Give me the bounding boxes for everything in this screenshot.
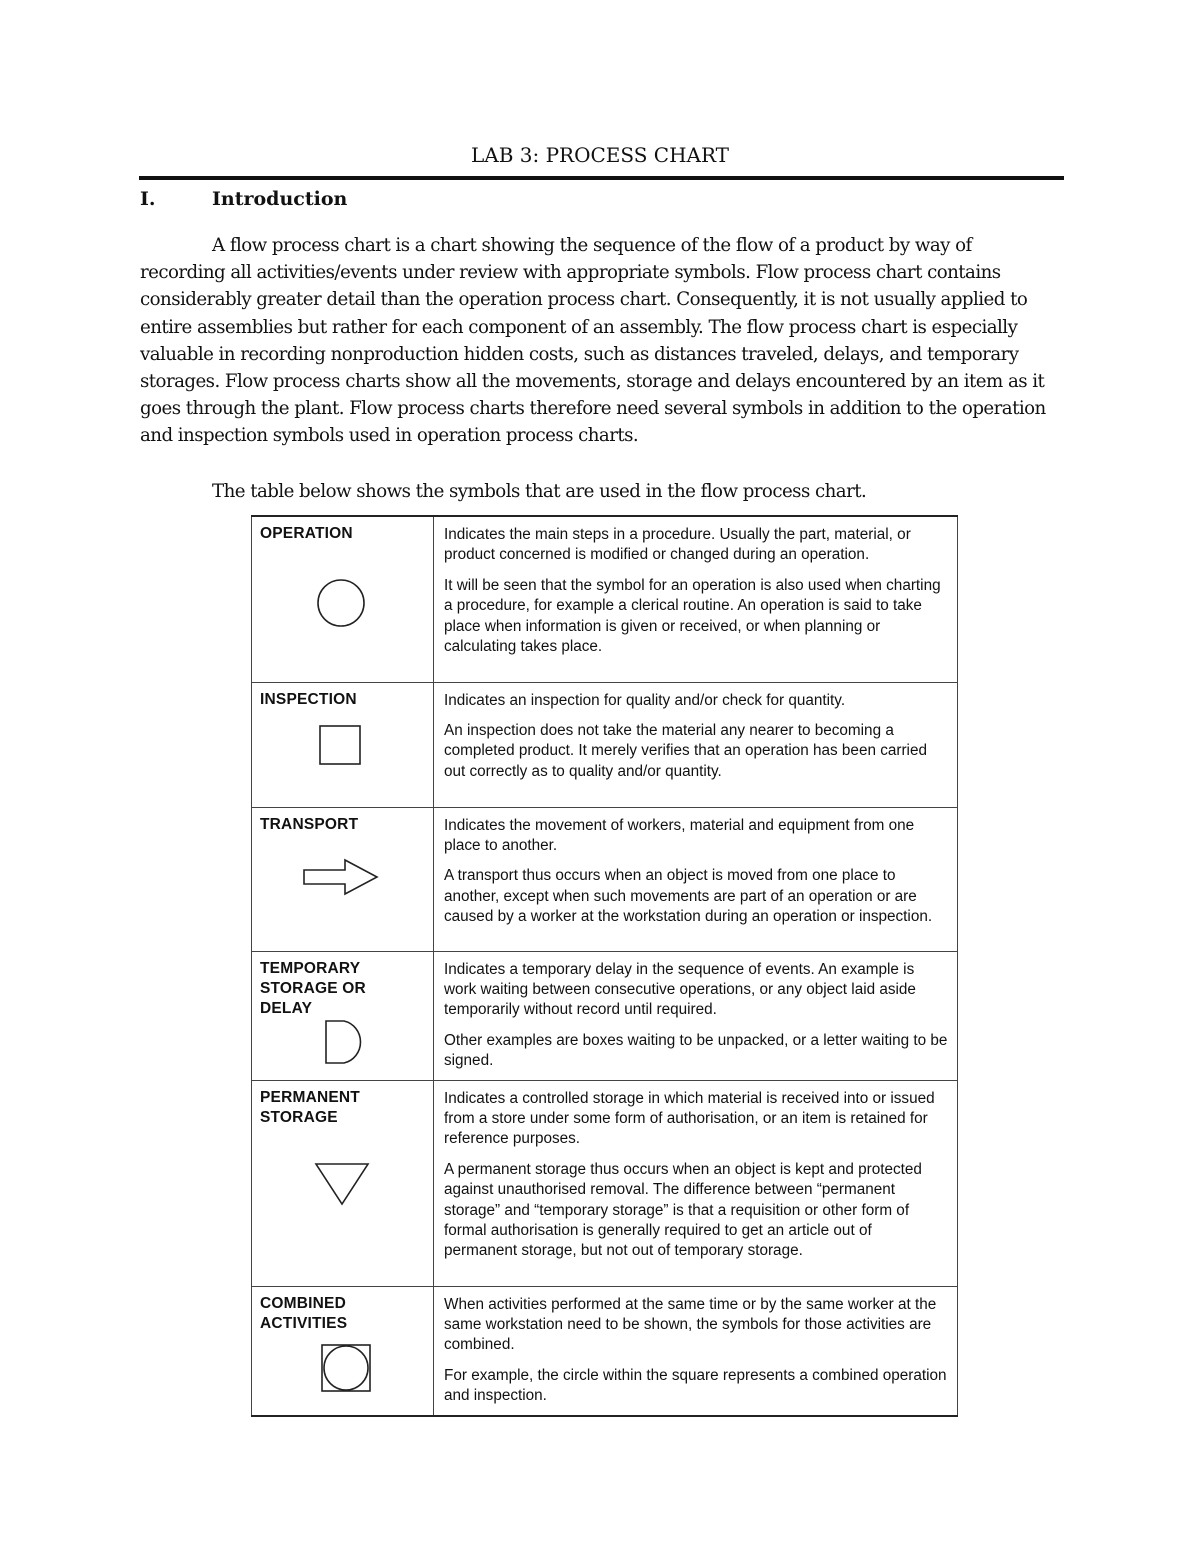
table-lead-text: The table below shows the symbols that are used in the flow process chart. xyxy=(212,481,867,502)
description-text: A transport thus occurs when an object is moved from one place to another, except when such movements are part of an operation or are caused by a worker at the workstation during an operation or inspection. xyxy=(444,867,933,926)
table-row xyxy=(252,951,958,1080)
table-row xyxy=(252,1080,958,1286)
table-row xyxy=(252,682,958,807)
description-text: When activities performed at the same time or by the same worker at the same workstation need to be shown, the symbols for those activities are combined. xyxy=(444,1295,937,1354)
symbol-cell xyxy=(252,682,434,807)
circle-icon xyxy=(316,578,366,628)
arrow-icon xyxy=(303,859,379,895)
description-text: Other examples are boxes waiting to be unpacked, or a letter waiting to be signed. xyxy=(444,1031,948,1070)
symbol-name: PERMANENT STORAGE xyxy=(260,1088,360,1126)
description-text: Indicates a controlled storage in which material is received into or issued from a store under some form of authorisation, or an item is retained for reference purposes. xyxy=(444,1089,935,1148)
d-shape-icon xyxy=(324,1019,368,1065)
description-text: It will be seen that the symbol for an operation is also used when charting a procedure, for example a clerical routine. An operation is said to take place when information is given or received, or when planning or calculating takes place. xyxy=(444,576,941,656)
description-cell xyxy=(434,1080,958,1286)
description-text: Indicates the main steps in a procedure. Usually the part, material, or product concerned is modified or changed during an operation. xyxy=(444,526,911,564)
table-row xyxy=(252,807,958,951)
symbol-name: TRANSPORT xyxy=(260,815,359,833)
description-cell xyxy=(434,951,958,1080)
intro-first-word: A xyxy=(212,235,225,256)
description-cell xyxy=(434,1286,958,1416)
symbol-name: COMBINED ACTIVITIES xyxy=(260,1294,348,1332)
symbol-cell xyxy=(252,951,434,1080)
square-icon xyxy=(319,725,361,765)
symbol-name: OPERATION xyxy=(260,525,353,542)
description-text: Indicates an inspection for quality and/or check for quantity. xyxy=(444,691,846,709)
description-cell xyxy=(434,682,958,807)
section-number: I. xyxy=(140,188,156,210)
symbol-cell xyxy=(252,1286,434,1416)
symbol-cell xyxy=(252,516,434,682)
description-cell xyxy=(434,807,958,951)
inverted-triangle-icon xyxy=(314,1162,370,1206)
description-text: Indicates the movement of workers, material and equipment from one place to another. xyxy=(444,816,915,854)
page-title: LAB 3: PROCESS CHART xyxy=(470,143,730,167)
title-rule xyxy=(139,176,1064,180)
table-row xyxy=(252,516,958,682)
description-text: A permanent storage thus occurs when an object is kept and protected against unauthorised removal. The difference between “permanent storage” and “temporary storage” is that a requisition or other form of formal authorisation is generally required to get an article out of permanent storage, but not out of temporary storage. xyxy=(444,1160,922,1260)
description-text: For example, the circle within the square represents a combined operation and inspection. xyxy=(444,1366,947,1405)
symbol-name: INSPECTION xyxy=(260,690,357,708)
description-cell xyxy=(434,516,958,682)
symbols-table xyxy=(251,515,958,1417)
circle-in-square-icon xyxy=(321,1344,371,1392)
symbol-name: TEMPORARY STORAGE OR DELAY xyxy=(260,959,366,1017)
intro-paragraph xyxy=(140,232,1060,450)
symbol-cell xyxy=(252,807,434,951)
table-row xyxy=(252,1286,958,1416)
intro-text: flow process chart is a chart showing the sequence of the flow of a product by way of recording all activities/events under review with appropriate symbols. Flow process chart contains considerably greater detail than the operation process chart. Consequently, it is not usually applied to entire assemblies but rather for each component of an assembly. The flow process chart is especially valuable in recording nonproduction hidden costs, such as distances traveled, delays, and temporary storages. Flow process charts show all the movements, storage and delays encountered by an item as it goes through the plant. Flow process charts therefore need several symbols in addition to the operation and inspection symbols used in operation process charts. xyxy=(140,235,1046,447)
symbol-cell xyxy=(252,1080,434,1286)
description-text: An inspection does not take the material any nearer to becoming a completed product. It merely verifies that an operation has been carried out correctly as to quality and/or quantity. xyxy=(444,721,927,780)
description-text: Indicates a temporary delay in the sequence of events. An example is work waiting between consecutive operations, or any object laid aside temporarily without record until required. xyxy=(444,960,916,1019)
section-title: Introduction xyxy=(212,188,348,210)
